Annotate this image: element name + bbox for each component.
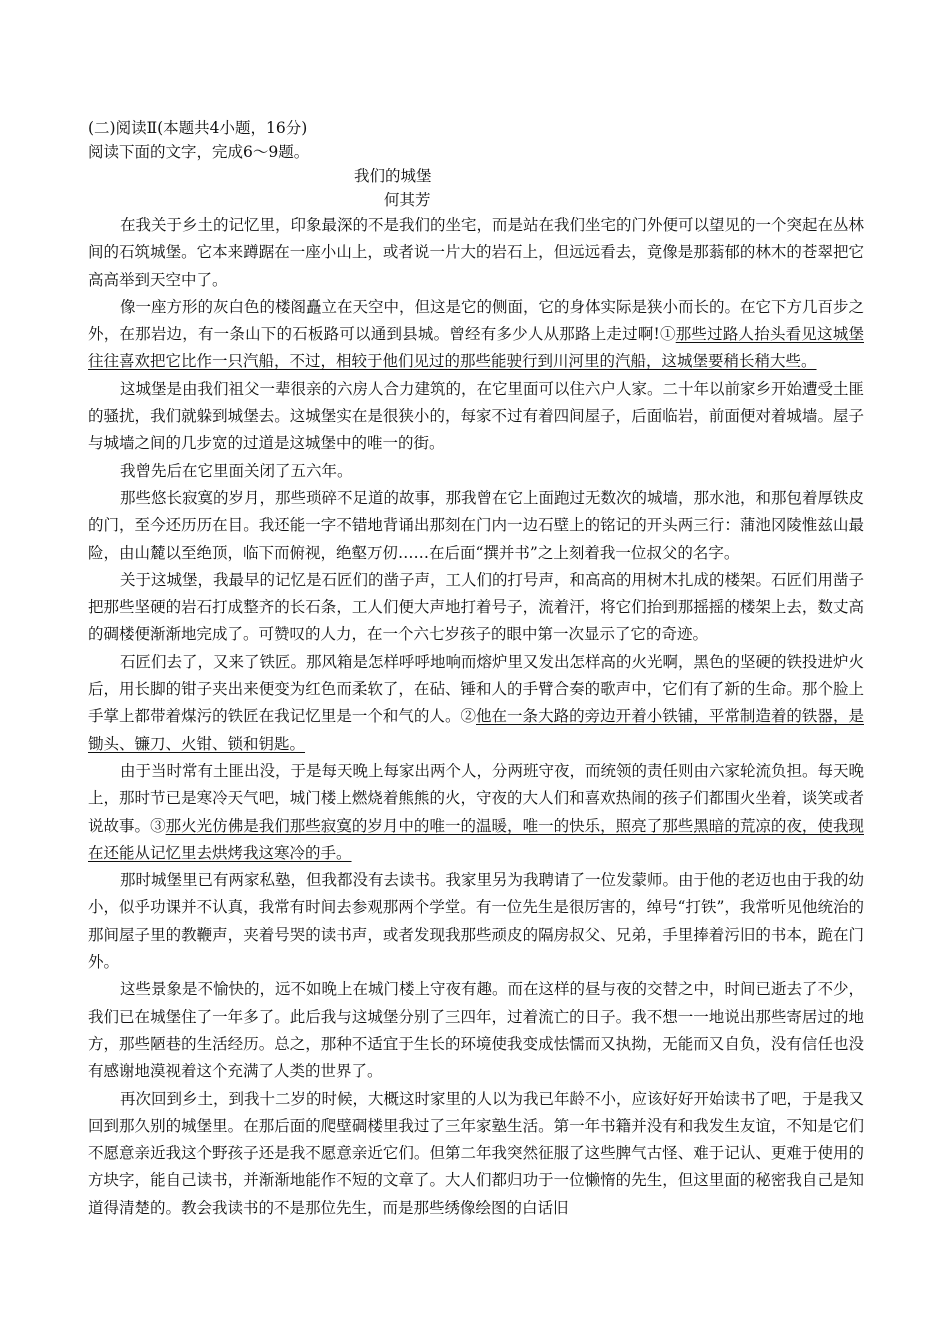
underlined-sentence: 他在一条大路的旁边开着小铁铺，平常制造着的铁器，是锄头、镰刀、火钳、锁和钥匙。 (88, 707, 864, 753)
underlined-sentence: 那些过路人抬头看见这城堡往往喜欢把它比作一只汽船，不过，相较于他们见过的那些能驶行到川河里的汽船，这城堡要稍长稍大些。 (88, 325, 864, 371)
paragraph (88, 376, 864, 458)
paragraph (88, 976, 864, 1085)
article-title: 我们的城堡 (354, 167, 432, 185)
paragraph (88, 867, 864, 976)
paragraph (88, 1086, 864, 1222)
paragraph-text: 关于这城堡，我最早的记忆是石匠们的凿子声，工人们的打号声，和高高的用树木扎成的楼架。石匠们用凿子把那些坚硬的岩石打成整齐的长石条，工人们便大声地打着号子，流着汗，将它们抬到那摇摇的楼架上去，数丈高的碉楼便渐渐地完成了。可赞叹的人力，在一个六七岁孩子的眼中第一次显示了它的奇迹。 (88, 570, 865, 644)
paragraph (88, 458, 864, 485)
paragraph (88, 294, 864, 376)
article-author: 何其芳 (384, 191, 431, 209)
paragraph-text: 再次回到乡土，到我十二岁的时候，大概这时家里的人以为我已年龄不小，应该好好开始读书了吧，于是我又回到那久别的城堡里。在那后面的爬壁碉楼里我过了三年家塾生活。第一年书籍并没有和我发生友谊，不知是它们不愿意亲近我这个野孩子还是我不愿意亲近它们。但第二年我突然征服了这些脾气古怪、难于记认、更难于使用的方块字，能自己读书，并渐渐地能作不短的文章了。大人们都归功于一位懒惰的先生，但这里面的秘密我自己是知道得清楚的。教会我读书的不是那位先生，而是那些绣像绘图的白话旧 (88, 1089, 865, 1217)
underlined-sentence: 那火光仿佛是我们那些寂寞的岁月中的唯一的温暖，唯一的快乐，照亮了那些黑暗的荒凉的夜，使我现在还能从记忆里去烘烤我这寒冷的手。 (88, 816, 864, 862)
paragraph-text: 由于当时常有土匪出没，于是每天晚上每家出两个人，分两班守夜，而统领的责任则由六家轮流负担。每天晚上，那时节已是寒冷天气吧，城门楼上燃烧着熊熊的火，守夜的大人们和喜欢热闹的孩子们都围火坐着，谈笑或者说故事。③ (88, 761, 865, 835)
section-heading: (二)阅读Ⅱ(本题共4小题，16分) (88, 119, 308, 137)
paragraph (88, 485, 864, 567)
paragraph (88, 212, 864, 294)
reading-instruction: 阅读下面的文字，完成6～9题。 (88, 143, 310, 161)
paragraph-text: 我曾先后在它里面关闭了五六年。 (120, 461, 353, 480)
paragraph-text: 这些景象是不愉快的，远不如晚上在城门楼上守夜有趣。而在这样的昼与夜的交替之中，时间已逝去了不少，我们已在城堡住了一年多了。此后我与这城堡分别了三四年，过着流亡的日子。我不想一一地说出那些寄居过的地方，那些陋巷的生活经历。总之，那种不适宜于生长的环境使我变成怯懦而又执拗，无能而又自负，没有信任也没有感谢地漠视着这个充满了人类的世界了。 (88, 980, 865, 1081)
paragraph-text: 那些悠长寂寞的岁月，那些琐碎不足道的故事，那我曾在它上面跑过无数次的城墙，那水池，和那包着厚铁皮的门，至今还历历在目。我还能一字不错地背诵出那刻在门内一边石壁上的铭记的开头两三行：蒲池冈陵惟兹山最险，由山麓以至绝顶，临下而俯视，绝壑万仞……在后面“撰并书”之上刻着我一位叔父的名字。 (88, 488, 865, 562)
paragraph-text: 这城堡是由我们祖父一辈很亲的六房人合力建筑的，在它里面可以住六户人家。二十年以前家乡开始遭受土匪的骚扰，我们就躲到城堡去。这城堡实在是很狭小的，每家不过有着四间屋子，后面临岩，前面便对着城墙。屋子与城墙之间的几步宽的过道是这城堡中的唯一的街。 (88, 379, 865, 453)
paragraph-text: 石匠们去了，又来了铁匠。那风箱是怎样呼呼地响而熔炉里又发出怎样高的火光啊，黑色的坚硬的铁投进炉火后，用长脚的钳子夹出来便变为红色而柔软了，在砧、锤和人的手臂合奏的歌声中，它们有了新的生命。那个脸上手掌上都带着煤污的铁匠在我记忆里是一个和气的人。② (88, 652, 865, 726)
paragraph-text: 那时城堡里已有两家私塾，但我都没有去读书。我家里另为我聘请了一位发蒙师。由于他的老迈也由于我的幼小，似乎功课并不认真，我常有时间去参观那两个学堂。有一位先生是很厉害的，绰号“打铁”，我常听见他统治的那间屋子里的教鞭声，夹着号哭的读书声，或者发现我那些顽皮的隔房叔父、兄弟，手里捧着污旧的书本，跪在门外。 (88, 871, 865, 972)
paragraph-text: 在我关于乡土的记忆里，印象最深的不是我们的坐宅，而是站在我们坐宅的门外便可以望见的一个突起在丛林间的石筑城堡。它本来蹲踞在一座小山上，或者说一片大的岩石上，但远远看去，竟像是那蓊郁的林木的苍翠把它高高举到天空中了。 (88, 216, 865, 289)
paragraph-text: 像一座方形的灰白色的楼阁矗立在天空中，但这是它的侧面，它的身体实际是狭小而长的。在它下方几百步之外，在那岩边，有一条山下的石板路可以通到县城。曾经有多少人从那路上走过啊!① (88, 297, 865, 344)
paragraph (88, 649, 864, 758)
paragraph (88, 567, 864, 649)
document-content (88, 116, 864, 1222)
paragraph (88, 758, 864, 867)
